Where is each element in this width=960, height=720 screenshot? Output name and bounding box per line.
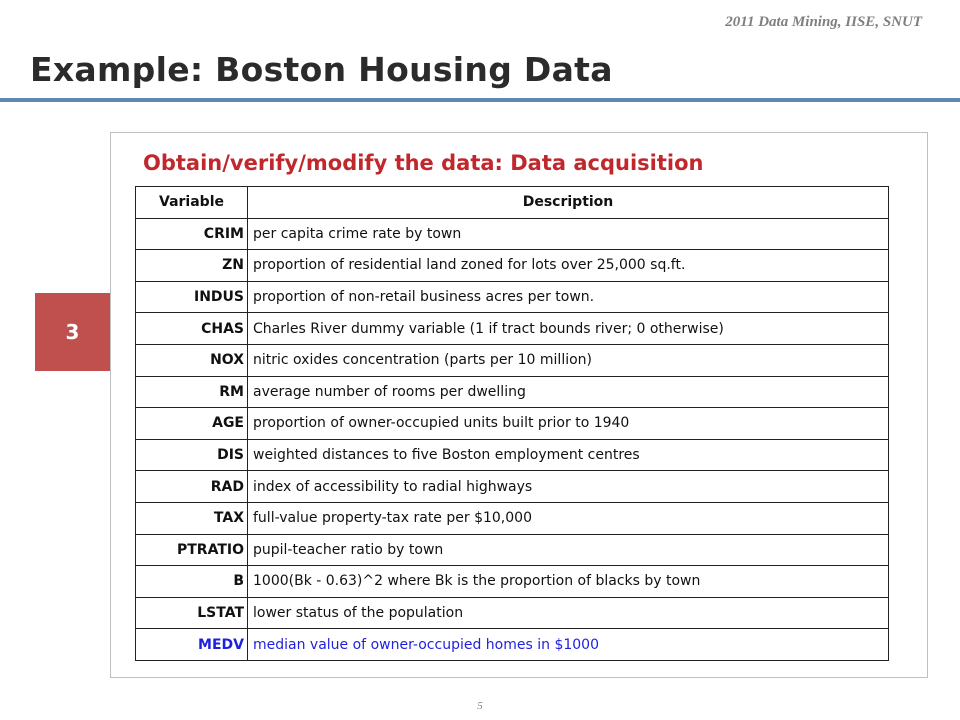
- variable-name: RAD: [136, 471, 248, 503]
- variable-name: CHAS: [136, 313, 248, 345]
- variable-description: 1000(Bk - 0.63)^2 where Bk is the proportion of blacks by town: [248, 566, 889, 598]
- variable-name: INDUS: [136, 281, 248, 313]
- variable-name: MEDV: [136, 629, 248, 661]
- variable-name: DIS: [136, 439, 248, 471]
- page-number: 5: [477, 700, 483, 712]
- variable-name: NOX: [136, 344, 248, 376]
- variable-name: ZN: [136, 250, 248, 282]
- table-row: [136, 408, 889, 440]
- table-row: [136, 250, 889, 282]
- table-row: [136, 597, 889, 629]
- variable-description: median value of owner-occupied homes in $1000: [248, 629, 889, 661]
- column-header-description: Description: [248, 187, 889, 219]
- variable-description: proportion of owner-occupied units built prior to 1940: [248, 408, 889, 440]
- table-row: [136, 439, 889, 471]
- table-row: [136, 534, 889, 566]
- section-number-badge: 3: [35, 293, 110, 371]
- variable-description: lower status of the population: [248, 597, 889, 629]
- variable-name: TAX: [136, 502, 248, 534]
- content-heading: Obtain/verify/modify the data: Data acquisition: [143, 151, 704, 175]
- variable-name: LSTAT: [136, 597, 248, 629]
- variable-description: proportion of residential land zoned for lots over 25,000 sq.ft.: [248, 250, 889, 282]
- variable-description: weighted distances to five Boston employment centres: [248, 439, 889, 471]
- variable-description: nitric oxides concentration (parts per 10 million): [248, 344, 889, 376]
- variable-description: per capita crime rate by town: [248, 218, 889, 250]
- variable-description: average number of rooms per dwelling: [248, 376, 889, 408]
- table-row: [136, 313, 889, 345]
- variable-description: proportion of non-retail business acres per town.: [248, 281, 889, 313]
- course-note: 2011 Data Mining, IISE, SNUT: [725, 14, 922, 30]
- variable-name: AGE: [136, 408, 248, 440]
- table-row: [136, 281, 889, 313]
- variable-name: B: [136, 566, 248, 598]
- table-row-highlighted: [136, 629, 889, 661]
- slide-title: Example: Boston Housing Data: [30, 50, 613, 89]
- table-row: [136, 502, 889, 534]
- table-row: [136, 344, 889, 376]
- table-row: [136, 218, 889, 250]
- variable-description: index of accessibility to radial highways: [248, 471, 889, 503]
- table-row: [136, 376, 889, 408]
- variable-description: full-value property-tax rate per $10,000: [248, 502, 889, 534]
- table-row: [136, 471, 889, 503]
- column-header-variable: Variable: [136, 187, 248, 219]
- table-header-row: [136, 187, 889, 219]
- variable-description: pupil-teacher ratio by town: [248, 534, 889, 566]
- variable-description: Charles River dummy variable (1 if tract bounds river; 0 otherwise): [248, 313, 889, 345]
- variable-name: PTRATIO: [136, 534, 248, 566]
- variable-name: RM: [136, 376, 248, 408]
- title-divider: [0, 98, 960, 102]
- variables-table: [135, 186, 889, 661]
- table-row: [136, 566, 889, 598]
- variable-name: CRIM: [136, 218, 248, 250]
